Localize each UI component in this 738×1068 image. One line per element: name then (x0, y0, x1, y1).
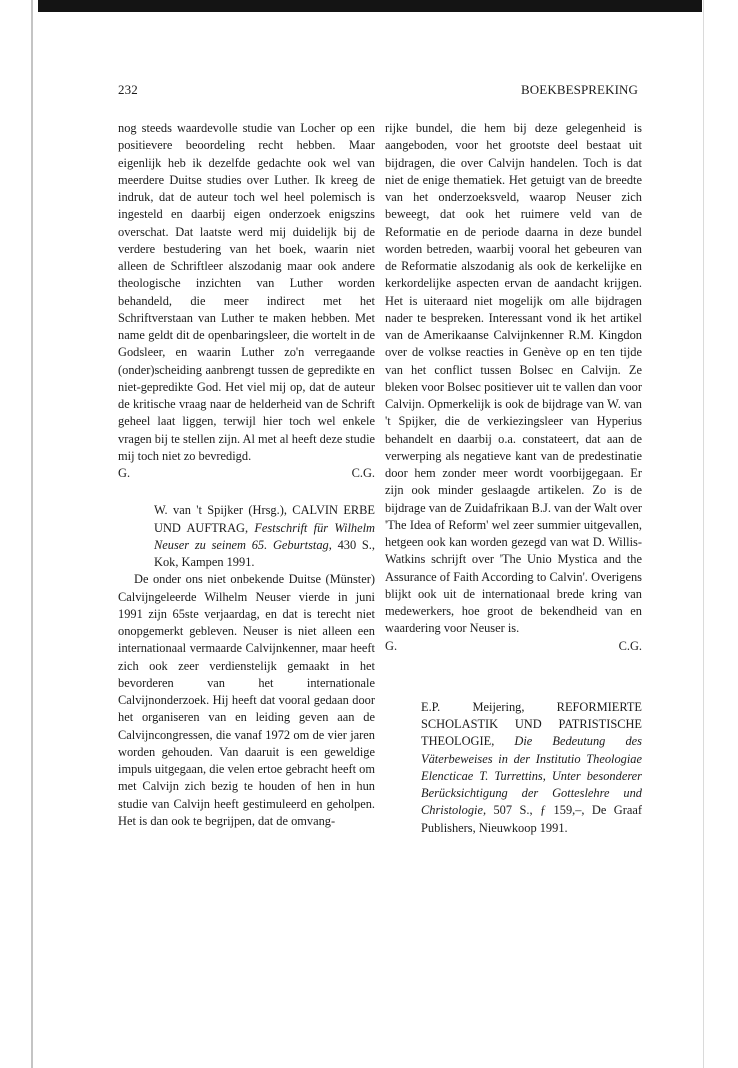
review-publication: 507 S., ƒ 159,–, De Graaf Publishers, Nieuwkoop 1991. (421, 803, 642, 835)
signature-initial: G. (118, 466, 131, 480)
right-column (385, 120, 642, 837)
left-column (118, 120, 375, 830)
signature-line-2 (385, 638, 642, 655)
review-heading-meijering (385, 699, 642, 837)
paragraph-locher-review-end: nog steeds waardevolle studie van Locher op een positievere beoordeling recht hebben. Maar eigenlijk heb ik dezelfde gedachte ook wel van meerdere Duitse studies over Luther. Ik kreeg de indruk, dat de auteur toch wel heel polemisch is ingesteld en daarbij eigen onderzoek enigszins overschat. Dat laatste werd mij duidelijk bij de verdere bestudering van het boek, waarin niet alleen de Schriftleer alszodanig maar ook andere theologische inzichten van Luther worden behandeld, die meer indirect met het Schriftverstaan van Luther te maken hebben. Met name geldt dit de openbaringsleer, die wortelt in de Godsleer, en waarin Luther zo'n verregaande (onder)scheiding aanbrengt tussen de gepredikte en niet-gepredikte God. Het viel mij op, dat de auteur de kritische vraag naar de helderheid van de Schrift geheel laat liggen, terwijl hier toch wel enkele vragen bij te stellen zijn. Al met al heeft deze studie mij toch niet zo bevredigd. (118, 121, 376, 463)
review-heading-calvin (118, 502, 375, 571)
review-author-title: W. van 't Spijker (Hrsg.), CALVIN ERBE UND AUFTRAG, (154, 503, 375, 535)
scan-left-edge (31, 0, 33, 1068)
signature-author: C.G. (618, 638, 642, 653)
scan-right-edge (703, 0, 704, 1068)
signature-initial: G. (385, 638, 398, 653)
signature-author: C.G. (351, 466, 375, 480)
review-subtitle: Festschrift für Wilhelm Neuser zu seinem 65. Geburtstag, (154, 520, 375, 552)
review-subtitle: Die Bedeutung des Väterbeweises in der Institutio Theologiae Elencticae T. Turrettins, Unter besonderer Berücksichtigung der Gotteslehre und Christologie, (421, 734, 642, 818)
review-author-title: E.P. Meijering, REFORMIERTE SCHOLASTIK UND PATRISTISCHE THEOLOGIE, (421, 699, 642, 749)
paragraph-calvin-review: De onder ons niet onbekende Duitse (Münster) Calvijngeleerde Wilhelm Neuser vierde in juni 1991 zijn 65ste verjaardag, en dat is terecht niet onopgemerkt gebleven. Neuser is niet alleen een internationaal vermaarde Calvijnkenner, maar heeft zich ook zeer verdienstelijk gemaakt in het bevorderen van het internationale Calvijnonderzoek. Hij heeft dat vooral gedaan door het organiseren van en leiding geven aan de Calvijncongressen, die vanaf 1972 om de vier jaren worden gehouden. Van daaruit is een geweldige impuls uitgegaan, die velen ertoe gebracht heeft om met Calvijn zich bezig te houden of hen in hun studie van Calvijn heeft gestimuleerd en geholpen. Het is dan ook te begrijpen, dat de omvang- (118, 572, 375, 828)
page-number: 232 (118, 82, 138, 97)
running-head: BOEKBESPREKING (521, 82, 638, 97)
signature-line-1 (118, 465, 375, 482)
scan-top-border (38, 0, 702, 12)
paragraph-bundel: rijke bundel, die hem bij deze gelegenheid is aangeboden, voor het grootste deel bestaat uit bijdragen, die over Calvijn handelen. Toch is dat niet de enige thematiek. Het getuigt van de breedte van het onderzoeksveld, waarop Neuser zich beweegt, dat ook het ruimere veld van de Reformatie en de periode daarna in deze bundel worden betreden, waarbij vooral het gebeuren van de Reformatie alszodanig als ook de kerkelijke en kerkordelijke aspecten ervan de aandacht krijgen. Het is uiteraard niet mogelijk om alle bijdragen nader te bespreken. Interessant vond ik het artikel van de Amerikaanse Calvijnkenner R.M. Kingdon over de volkse reacties in Genève op en ten tijde van het conflict tussen Bolsec en Calvijn. Ze bleken voor Bolsec positiever uit te vallen dan voor Calvijn. Opmerkelijk is ook de bijdrage van W. van 't Spijker, die de verkiezingsleer van Hyperius behandelt en daarbij o.a. constateert, dat aan de verwerping als negatieve kant van de predestinatie door hem zonder meer wordt voorbijgegaan. Er zijn ook minder geslaagde artikelen. Zo is de bijdrage van de Zuidafrikaan B.J. van der Walt over 'The Idea of Reform' wel zeer summier uitgevallen, hetgeen ook kan worden gezegd van wat D. Willis-Watkins schrijft over 'The Unio Mystica and the Assurance of Faith According to Calvin'. Overigens blijkt ook uit de internationaal brede kring van medewerkers, hoe groot de bekendheid van en waardering voor Neuser is. (385, 121, 642, 636)
review-publication: 430 S., Kok, Kampen 1991. (154, 537, 375, 569)
